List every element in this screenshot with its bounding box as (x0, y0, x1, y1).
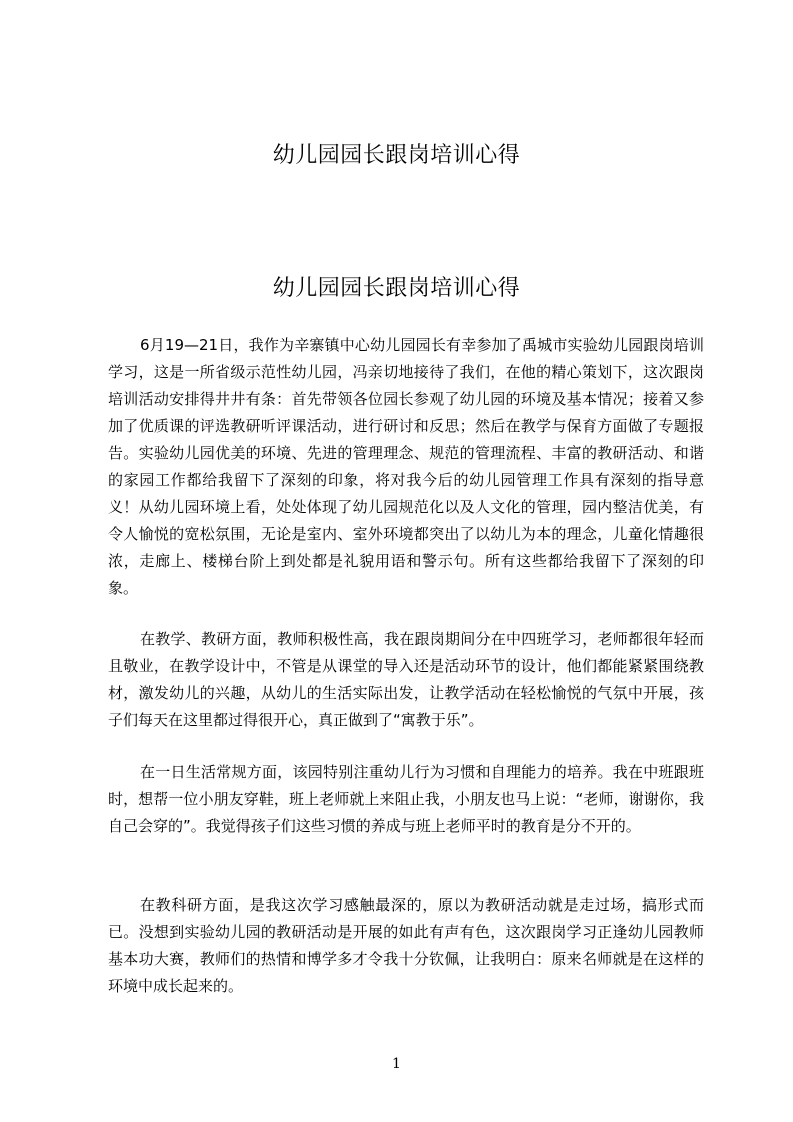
paragraph-intro: 6月19—21日，我作为辛寨镇中心幼儿园园长有幸参加了禹城市实验幼儿园跟岗培训学习，这是一所省级示范性幼儿园，冯亲切地接待了我们，在他的精心策划下，这次跟岗培训活动安排得井井有条：首先带领各位园长参观了幼儿园的环境及基本情况；接着又参加了优质课的评选教研听评课活动，进行研讨和反思；然后在教学与保育方面做了专题报告。实验幼儿园优美的环境、先进的管理理念、规范的管理流程、丰富的教研活动、和谐的家园工作都给我留下了深刻的印象，将对我今后的幼儿园管理工作具有深刻的指导意义！从幼儿园环境上看，处处体现了幼儿园规范化以及人文化的管理，园内整洁优美，有令人愉悦的宽松氛围，无论是室内、室外环境都突出了以幼儿为本的理念，儿童化情趣很浓，走廊上、楼梯台阶上到处都是礼貌用语和警示句。所有这些都给我留下了深刻的印象。 (108, 336, 704, 597)
document-title: 幼儿园园长跟岗培训心得 (272, 143, 521, 168)
paragraph-research: 在教科研方面，是我这次学习感触最深的，原以为教研活动就是走过场，搞形式而已。没想到实验幼儿园的教研活动是开展的如此有声有色，这次跟岗学习正逢幼儿园教师基本功大赛，教师们的热情和博学多才令我十分钦佩，让我明白：原来名师就是在这样的环境中成长起来的。 (108, 896, 704, 995)
paragraph-teaching: 在教学、教研方面，教师积极性高，我在跟岗期间分在中四班学习，老师都很年轻而且敬业，在教学设计中，不管是从课堂的导入还是活动环节的设计，他们都能紧紧围绕教材，激发幼儿的兴趣，从幼儿的生活实际出发，让教学活动在轻松愉悦的气氛中开展，孩子们每天在这里都过得很开心，真正做到了“寓教于乐”。 (108, 630, 704, 729)
paragraph-daily-routine: 在一日生活常规方面，该园特别注重幼儿行为习惯和自理能力的培养。我在中班跟班时，想帮一位小朋友穿鞋，班上老师就上来阻止我，小朋友也马上说：“老师，谢谢你，我自己会穿的”。我觉得孩子们这些习惯的养成与班上老师平时的教育是分不开的。 (108, 763, 704, 835)
article-title: 幼儿园园长跟岗培训心得 (272, 276, 521, 301)
page-number: 1 (392, 1056, 401, 1072)
